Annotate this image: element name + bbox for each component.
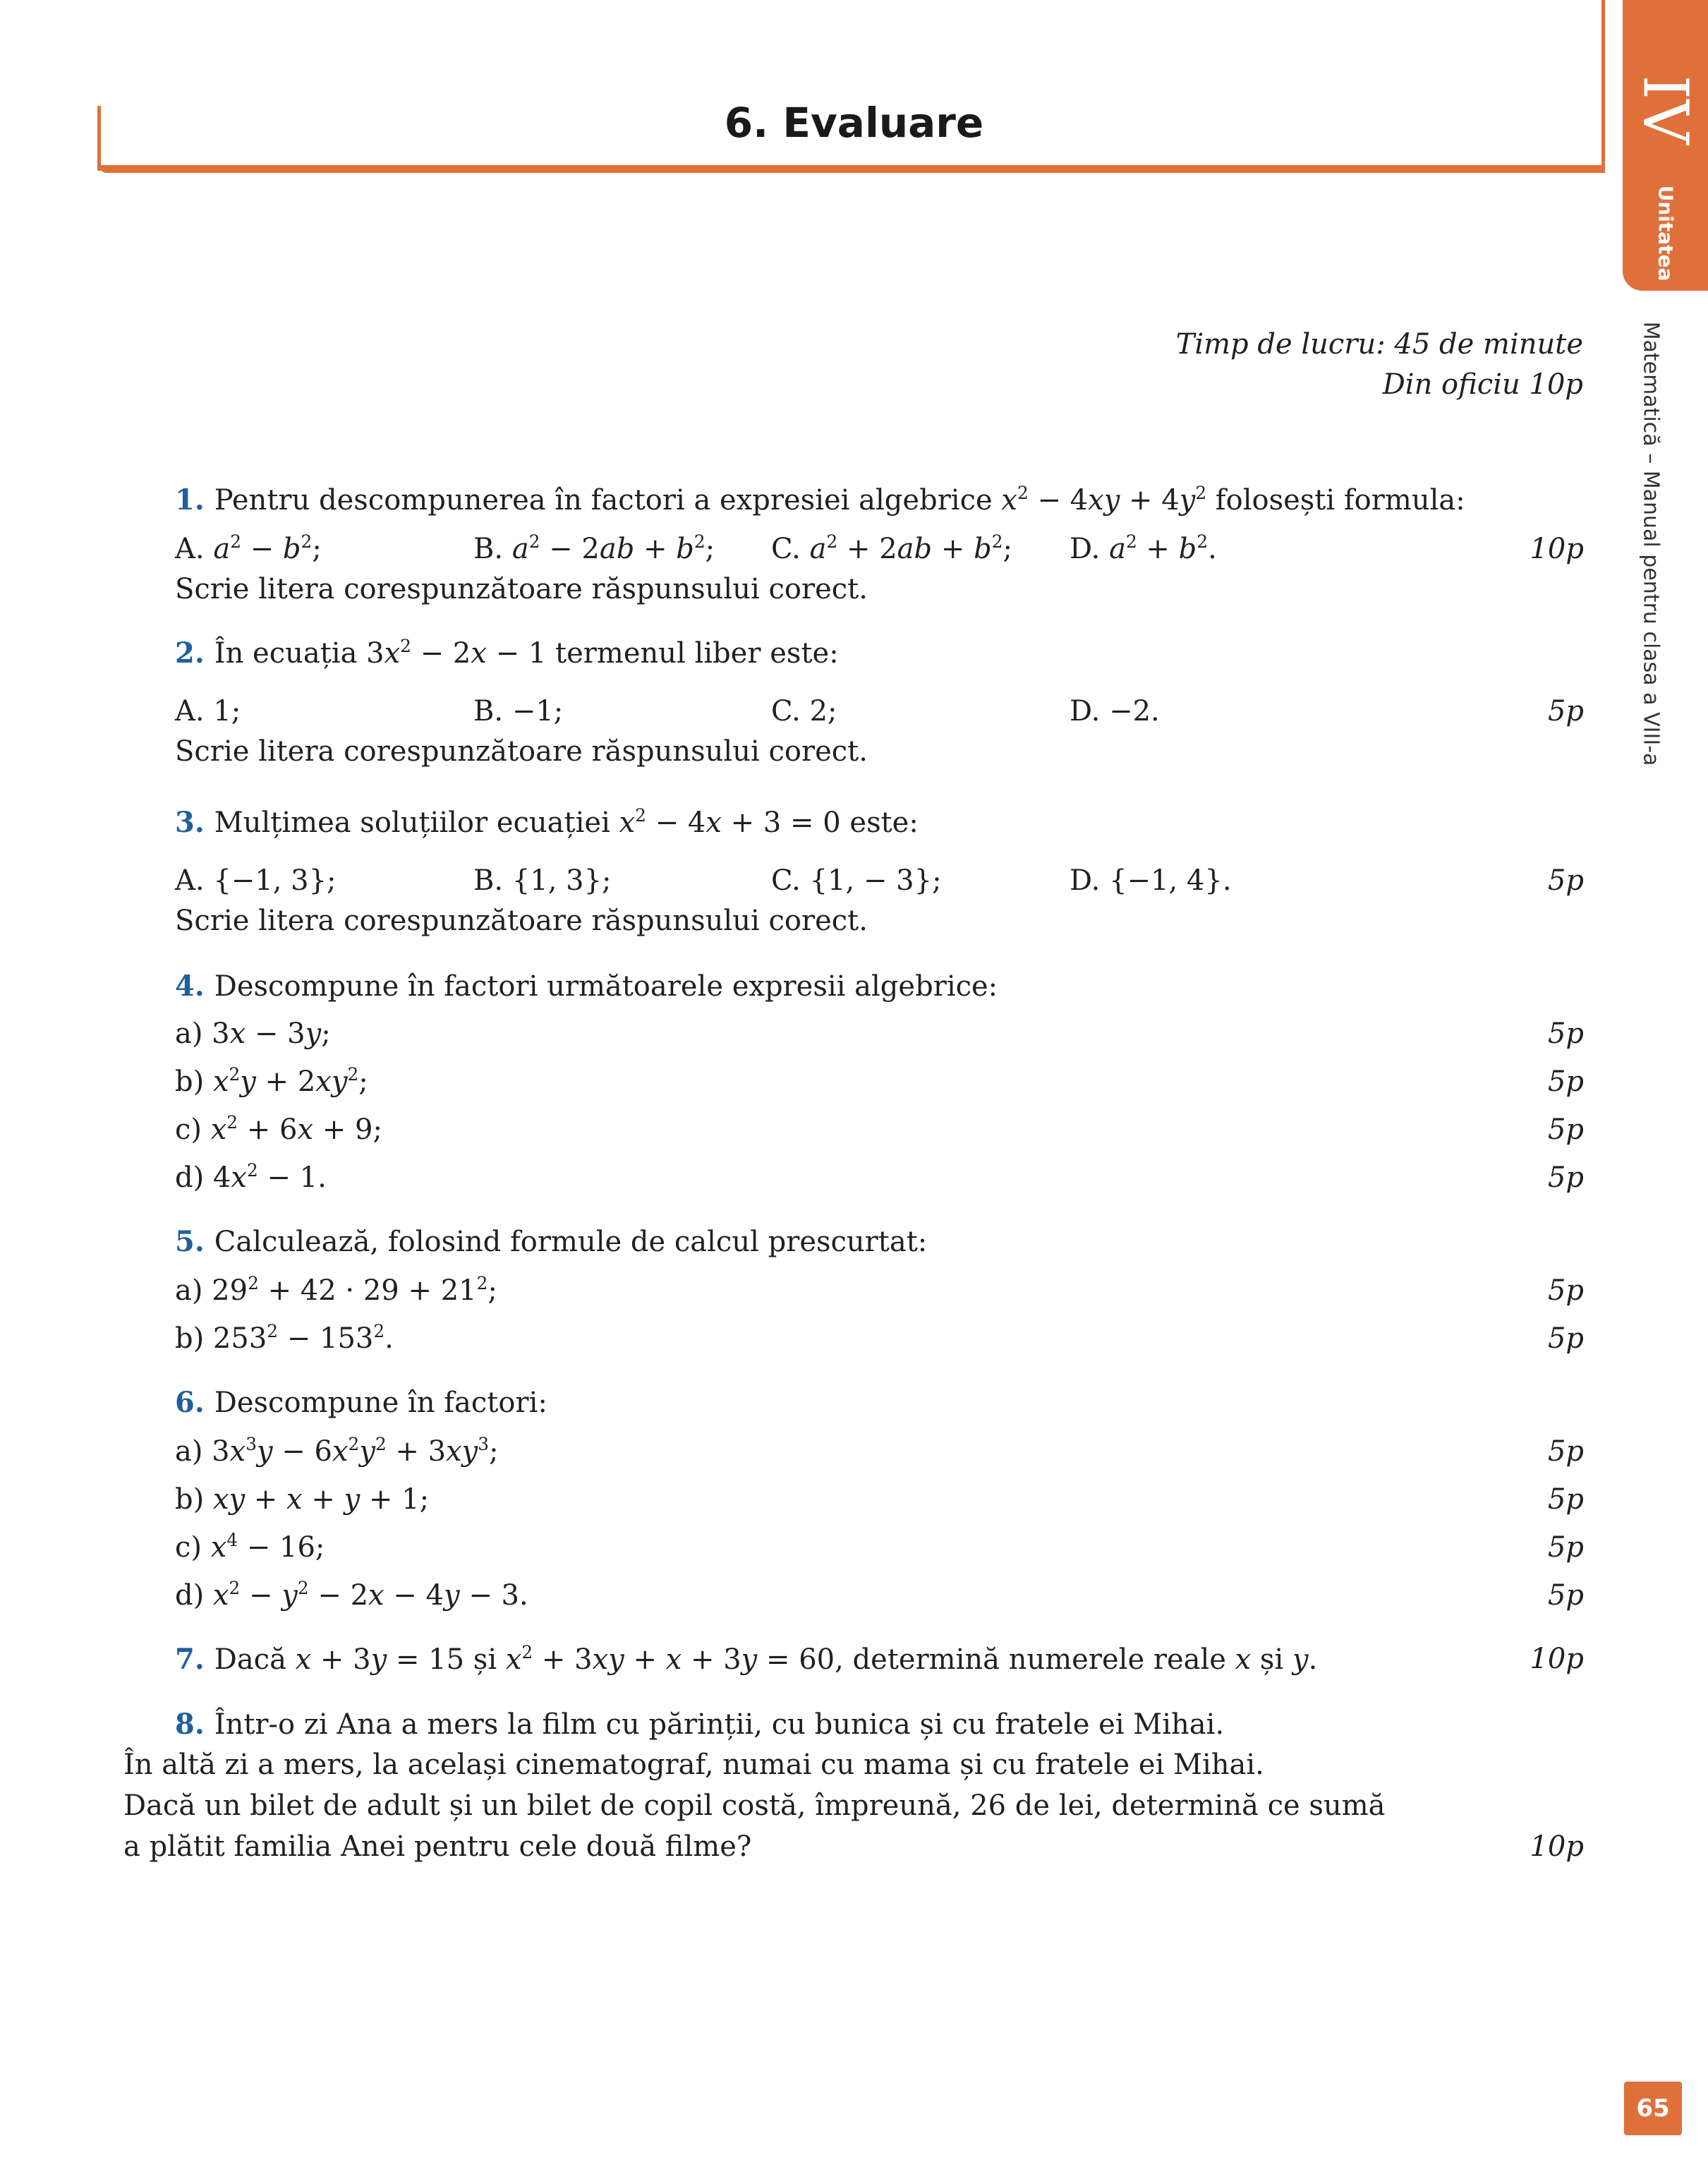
points: 5p bbox=[1547, 1066, 1584, 1098]
question-number: 4. bbox=[175, 970, 205, 1003]
question-5: 5. Calculează, folosind formule de calcul prescurtat: bbox=[175, 1225, 928, 1258]
unit-label: Unitatea bbox=[1654, 185, 1678, 281]
option-c: C. {1, − 3}; bbox=[771, 864, 942, 897]
question-8-line-4: a plătit familia Anei pentru cele două filme? 10p bbox=[123, 1830, 1584, 1863]
points: 5p bbox=[1547, 1274, 1584, 1307]
time-limit: Timp de lucru: 45 de minute bbox=[1175, 328, 1583, 361]
option-a: A. {−1, 3}; bbox=[175, 864, 337, 897]
question-number: 7. bbox=[175, 1643, 205, 1676]
points: 10p bbox=[1530, 1830, 1584, 1863]
points: 5p bbox=[1547, 695, 1584, 728]
question-6-item-b: b) xy + x + y + 1; 5p bbox=[175, 1483, 1584, 1516]
option-a: A. 1; bbox=[175, 695, 241, 728]
option-b: B. {1, 3}; bbox=[473, 864, 612, 897]
question-8-line-2: În altă zi a mers, la același cinematograf, numai cu mama și cu fratele ei Mihai. bbox=[123, 1749, 1264, 1781]
points: 5p bbox=[1547, 1322, 1584, 1355]
question-6-item-d: d) $x^2 - y^2 - 2x - 4y - 3$. 5p bbox=[175, 1577, 1584, 1612]
option-d: D. {−1, 4}. bbox=[1070, 864, 1232, 897]
question-number: 2. bbox=[175, 636, 205, 670]
option-d: D. −2. bbox=[1070, 695, 1160, 728]
page-title: 6. Evaluare bbox=[724, 99, 984, 147]
question-8-line-3: Dacă un bilet de adult și un bilet de copil costă, împreună, 26 de lei, determină ce sumă bbox=[123, 1789, 1386, 1822]
header-frame-right bbox=[1601, 0, 1605, 173]
option-d: D. $a^2 + b^2$. bbox=[1070, 531, 1217, 565]
option-c: C. 2; bbox=[771, 695, 837, 728]
question-3: 3. Mulțimea soluțiilor ecuației $x^2 - 4x + 3 = 0$ este: bbox=[175, 804, 919, 839]
option-b: B. $a^2 - 2ab + b^2$; bbox=[473, 531, 715, 565]
points: 5p bbox=[1547, 1483, 1584, 1516]
points: 10p bbox=[1530, 1643, 1584, 1675]
question-8-line-1: 8. Într-o zi Ana a mers la film cu părinții, cu bunica și cu fratele ei Mihai. bbox=[175, 1708, 1225, 1741]
points: 5p bbox=[1547, 1161, 1584, 1194]
points: 5p bbox=[1547, 1531, 1584, 1564]
question-5-item-a: a) $29^2 + 42 \cdot 29 + 21^2$; 5p bbox=[175, 1272, 1584, 1307]
points: 5p bbox=[1547, 1113, 1584, 1146]
question-4-item-d: d) $4x^2 - 1$. 5p bbox=[175, 1159, 1584, 1194]
question-6-item-a: a) $3x^3y - 6x^2y^2 + 3xy^3$; 5p bbox=[175, 1433, 1584, 1468]
question-6-item-c: c) $x^4 - 16$; 5p bbox=[175, 1529, 1584, 1564]
points: 5p bbox=[1547, 1435, 1584, 1468]
points: 5p bbox=[1547, 1579, 1584, 1612]
question-7: 7. Dacă x + 3y = 15 și $x^2 + 3xy + x + 3y = 60$, determină numerele reale x și y. 10p bbox=[175, 1641, 1584, 1676]
question-number: 3. bbox=[175, 806, 205, 839]
question-4-item-c: c) $x^2 + 6x + 9$; 5p bbox=[175, 1111, 1584, 1146]
question-2: 2. În ecuația $3x^2 - 2x - 1$ termenul liber este: bbox=[175, 635, 839, 670]
option-c: C. $a^2 + 2ab + b^2$; bbox=[771, 531, 1012, 565]
question-4-item-a: a) 3x − 3y; 5p bbox=[175, 1018, 1584, 1050]
question-5-item-b: b) $253^2 - 153^2$. 5p bbox=[175, 1320, 1584, 1355]
question-2-instruction: Scrie litera corespunzătoare răspunsului corect. bbox=[175, 735, 868, 768]
bonus-points: Din oficiu 10p bbox=[1382, 368, 1583, 401]
question-4: 4. Descompune în factori următoarele expresii algebrice: bbox=[175, 970, 998, 1003]
question-1: 1. Pentru descompunerea în factori a expresiei algebrice $x^2 - 4xy + 4y^2$ folosești formula: bbox=[175, 482, 1465, 517]
question-number: 8. bbox=[175, 1708, 205, 1741]
question-number: 6. bbox=[175, 1386, 205, 1419]
option-b: B. −1; bbox=[473, 695, 564, 728]
question-6: 6. Descompune în factori: bbox=[175, 1386, 547, 1419]
points: 10p bbox=[1530, 533, 1584, 565]
page-number: 65 bbox=[1624, 2082, 1682, 2135]
question-3-instruction: Scrie litera corespunzătoare răspunsului corect. bbox=[175, 905, 868, 937]
question-1-instruction: Scrie litera corespunzătoare răspunsului corect. bbox=[175, 573, 868, 605]
header-underline bbox=[99, 165, 1605, 173]
option-a: A. $a^2 - b^2$; bbox=[175, 531, 322, 565]
unit-roman-numeral: IV bbox=[1629, 74, 1702, 145]
question-number: 5. bbox=[175, 1225, 205, 1258]
book-title: Matematică – Manual pentru clasa a VIII-a bbox=[1638, 321, 1664, 766]
question-number: 1. bbox=[175, 483, 205, 517]
points: 5p bbox=[1547, 864, 1584, 897]
question-4-item-b: b) $x^2y + 2xy^2$; 5p bbox=[175, 1063, 1584, 1098]
points: 5p bbox=[1547, 1018, 1584, 1050]
